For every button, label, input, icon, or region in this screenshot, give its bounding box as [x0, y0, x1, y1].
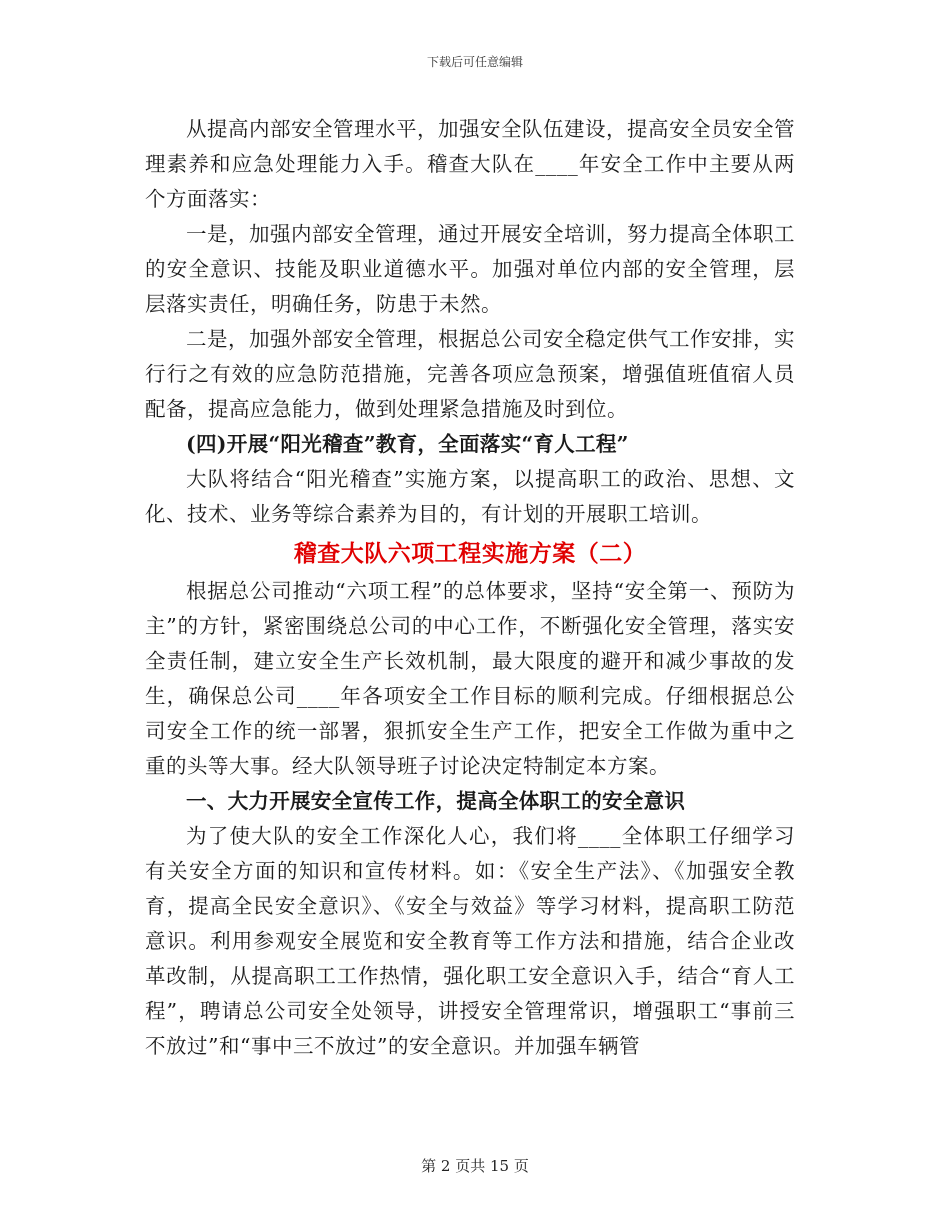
paragraph-intro: 根据总公司推动“六项工程”的总体要求，坚持“安全第一、预防为主”的方针，紧密围绕总公司的中心工作，不断强化安全管理，落实安全责任制，建立安全生产长效机制，最大限度的避开和减少事故的发生，确保总公司____年各项安全工作目标的顺利完成。仔细根据总公司安全工作的统一部署，狠抓安全生产工作，把安全工作做为重中之重的头等大事。经大队领导班子讨论决定特制定本方案。 — [145, 579, 795, 778]
paragraph-point-two: 二是，加强外部安全管理，根据总公司安全稳定供气工作安排，实行行之有效的应急防范措施，完善各项应急预案，增强值班值宿人员配备，提高应急能力，做到处理紧急措施及时到位。 — [145, 327, 795, 421]
document-body — [145, 112, 795, 1064]
document-title: 稽查大队六项工程实施方案（二） — [293, 540, 647, 567]
section-heading-sunshine: (四)开展“阳光稽查”教育，全面落实“育人工程” — [186, 432, 629, 456]
paragraph-point-one: 一是，加强内部安全管理，通过开展安全培训，努力提高全体职工的安全意识、技能及职业道德水平。加强对单位内部的安全管理，层层落实责任，明确任务，防患于未然。 — [145, 222, 795, 316]
section-heading-safety-publicity: 一、大力开展安全宣传工作，提高全体职工的安全意识 — [186, 789, 686, 813]
paragraph-training-plan: 大队将结合“阳光稽查”实施方案，以提高职工的政治、思想、文化、技术、业务等综合素养为目的，有计划的开展职工培训。 — [145, 467, 795, 526]
page-footer: 第 2 页共 15 页 — [421, 1157, 529, 1175]
paragraph-internal-management: 从提高内部安全管理水平，加强安全队伍建设，提高安全员安全管理素养和应急处理能力入手。稽查大队在____年安全工作中主要从两个方面落实： — [145, 117, 795, 211]
page-header: 下载后可任意编辑 — [426, 55, 523, 69]
paragraph-safety-study: 为了使大队的安全工作深化人心，我们将____全体职工仔细学习有关安全方面的知识和宣传材料。如：《安全生产法》、《加强安全教育，提高全民安全意识》、《安全与效益》等学习材料，提高职工防范意识。利用参观安全展览和安全教育等工作方法和措施，结合企业改革改制，从提高职工工作热情，强化职工安全意识入手，结合“育人工程”，聘请总公司安全处领导，讲授安全管理常识，增强职工“事前三不放过”和“事中三不放过”的安全意识。并加强车辆管 — [145, 824, 795, 1058]
